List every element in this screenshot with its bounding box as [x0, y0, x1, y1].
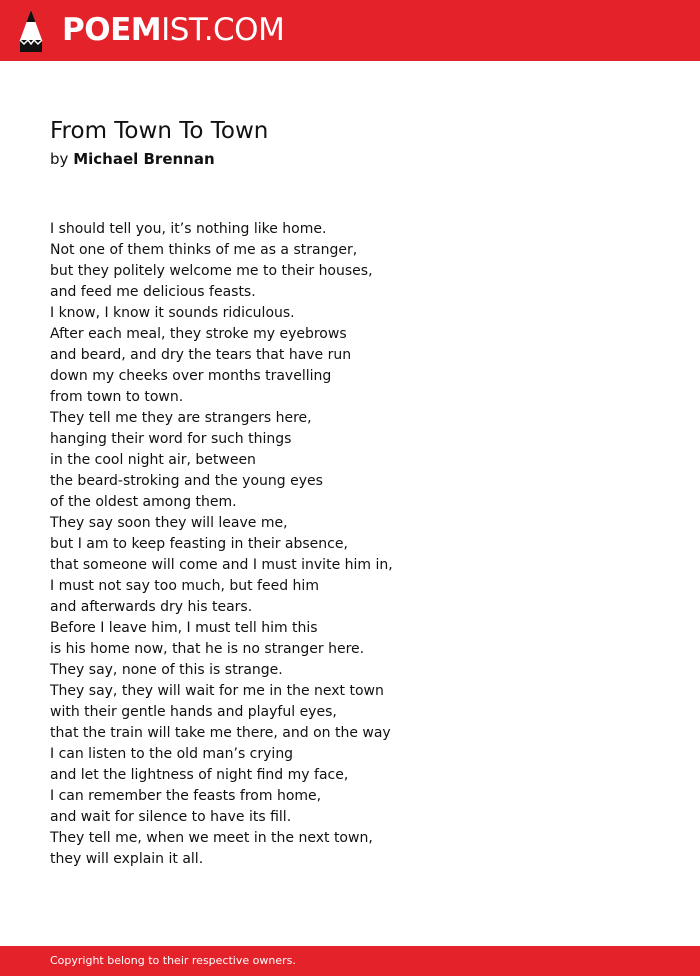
poem-line: They tell me they are strangers here,	[50, 410, 312, 426]
poem-line: of the oldest among them.	[50, 494, 237, 510]
footer-bar	[0, 946, 700, 976]
poem-line: and afterwards dry his tears.	[50, 599, 253, 615]
poem-line: I can listen to the old man’s crying	[50, 746, 294, 762]
poem-line: is his home now, that he is no stranger here.	[50, 641, 365, 657]
poem-line: but I am to keep feasting in their absence,	[50, 536, 348, 552]
poem-body	[50, 219, 393, 870]
poem-line: Before I leave him, I must tell him this	[50, 620, 318, 636]
site-logo[interactable]	[62, 11, 284, 49]
poem-line: I can remember the feasts from home,	[50, 788, 322, 804]
poem-line: down my cheeks over months travelling	[50, 368, 332, 384]
poem-line: I know, I know it sounds ridiculous.	[50, 305, 295, 321]
poem-line: they will explain it all.	[50, 851, 204, 867]
poem-line: hanging their word for such things	[50, 431, 292, 447]
poem-line: They say, none of this is strange.	[50, 662, 283, 678]
poem-line: that someone will come and I must invite him in,	[50, 557, 393, 573]
poem-line: They tell me, when we meet in the next town,	[50, 830, 373, 846]
poem-title: From Town To Town	[50, 118, 269, 144]
pencil-icon	[18, 9, 44, 53]
poem-byline	[50, 148, 215, 170]
poem-line: Not one of them thinks of me as a stranger,	[50, 242, 358, 258]
poem-line: and wait for silence to have its fill.	[50, 809, 292, 825]
poem-line: I must not say too much, but feed him	[50, 578, 319, 594]
poem-line: that the train will take me there, and on the way	[50, 725, 391, 741]
poem-line: They say, they will wait for me in the next town	[50, 683, 384, 699]
header-bar	[0, 0, 700, 61]
poem-line: and beard, and dry the tears that have run	[50, 347, 352, 363]
poem-line: I should tell you, it’s nothing like home.	[50, 221, 327, 237]
poem-author: Michael Brennan	[73, 150, 215, 168]
logo-light-text: IST.COM	[161, 12, 285, 48]
by-label: by	[50, 150, 69, 168]
poem-line: from town to town.	[50, 389, 184, 405]
poem-line: and feed me delicious feasts.	[50, 284, 256, 300]
copyright-text: Copyright belong to their respective owners.	[50, 954, 296, 967]
poem-line: and let the lightness of night find my face,	[50, 767, 349, 783]
logo-bold-text: POEM	[62, 12, 162, 48]
poem-line: They say soon they will leave me,	[50, 515, 288, 531]
poem-line: in the cool night air, between	[50, 452, 256, 468]
poem-line: the beard-stroking and the young eyes	[50, 473, 323, 489]
poem-line: After each meal, they stroke my eyebrows	[50, 326, 347, 342]
poem-line: with their gentle hands and playful eyes,	[50, 704, 337, 720]
poem-line: but they politely welcome me to their houses,	[50, 263, 373, 279]
